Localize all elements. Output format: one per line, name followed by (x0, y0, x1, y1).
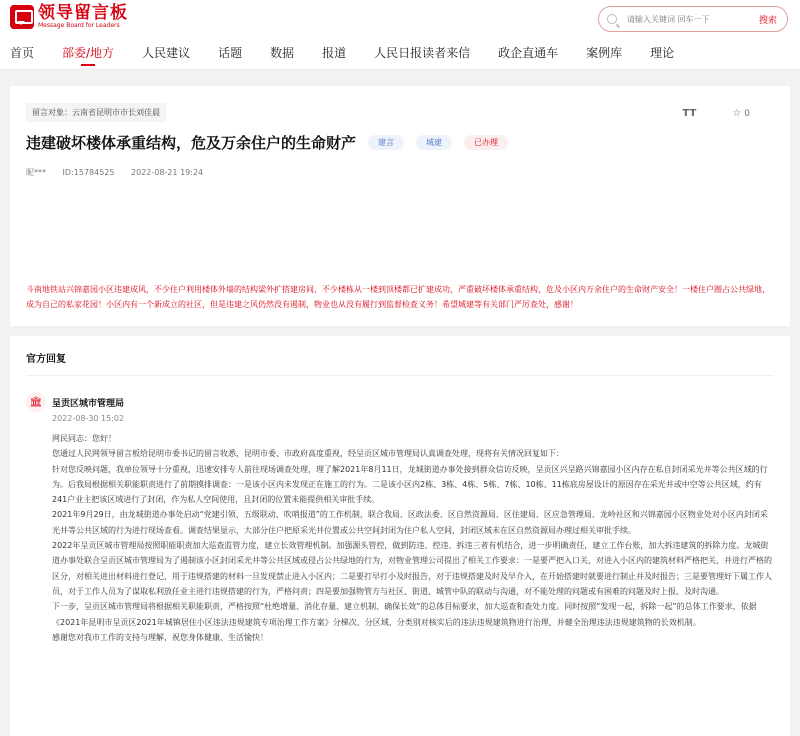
search-input[interactable] (627, 15, 747, 24)
logo-subtitle: Message Board for Leaders (38, 22, 120, 29)
message-header-card (10, 86, 790, 262)
reply-body (52, 431, 774, 645)
nav-case-library[interactable]: 案例库 (586, 45, 623, 60)
message-content: 斗南地铁站兴锦嘉园小区违建成风，不少住户利用楼体外墙的结构梁外扩搭建房间，不少楼栋从一楼到顶楼都已扩建成功，严重破坏楼体承重结构，危及小区内万余住户的生命财产安全！一楼住户圈占公共绿地，成为自己的私家花园！小区内有一个新成立的社区，但是违建之风仍然没有遏制，物业也从没有履行到监督检查义务！希望城建等有关部门严厉查处，感谢！ (10, 262, 790, 326)
star-icon[interactable]: ☆ (732, 108, 742, 119)
font-size-icon[interactable]: TT (682, 108, 697, 119)
logo-title: 领导留言板 (38, 3, 128, 23)
reply-department: 呈贡区城市管理局 (52, 398, 125, 409)
tag-suggestion[interactable]: 建言 (368, 135, 404, 150)
nav-reports[interactable]: 报道 (322, 45, 347, 60)
reply-heading: 官方回复 (26, 350, 774, 376)
reply-paragraph: 2022年呈贡区城市管理局按照职能职责加大巡查监管力度，建立长效管理机制。加强源头管控，做到防违、控违、拆违三者有机结合，进一步明确责任，建立工作台账，加大拆违建筑的拆除力度。龙城街道办事处联合呈贡区城市管理局为了遏制该小区封闭采光井等公共区域或侵占公共绿地的行为，对物业管理公司提出了相关工作要求：一是要严把入口关，对进入小区内的建筑材料严格把关，并进行严格的区分，对相关进出材料进行登记，用于违规搭建的材料一旦发现禁止进入小区内；二是要打早打小及时报告，对于违规搭建及时及早介入，在开始搭建时就要进行制止并及时报告；三是要管理好下属工作人员，对于工作人员为了谋取私利放任业主进行违规搭建的行为，严格问责；四是要加强物管方与社区、街道、城管中队的联动与沟通，对不能处理的问题或有困难的问题及时上报、及时沟通。 (52, 541, 772, 596)
like-count: 0 (744, 108, 750, 119)
author-name: 昵*** (26, 168, 46, 177)
site-logo[interactable] (10, 4, 128, 30)
nav-topics[interactable]: 话题 (218, 45, 243, 60)
message-title: 违建破坏楼体承重结构，危及万余住户的生命财产 (26, 134, 357, 152)
nav-ministries-local[interactable]: 部委/地方 (62, 36, 114, 70)
search-icon (607, 14, 617, 24)
search-button[interactable]: 搜索 (758, 15, 777, 26)
logo-icon (10, 5, 34, 29)
message-id: ID:15784525 (62, 168, 115, 177)
reply-date: 2022-08-30 15:02 (52, 414, 125, 423)
reply-paragraph: 网民同志：您好！ (52, 434, 116, 443)
nav-home[interactable]: 首页 (10, 45, 35, 60)
message-meta (26, 167, 774, 178)
message-tools (682, 108, 750, 119)
government-building-icon: 🏛 (26, 392, 46, 412)
search-box (598, 6, 788, 32)
main-nav (0, 36, 800, 70)
official-reply-card (10, 336, 790, 736)
nav-people-suggestions[interactable]: 人民建议 (142, 45, 191, 60)
top-bar (0, 0, 800, 36)
reply-paragraph: 2021年9月29日，由龙城街道办事处启动“党建引领、五级联动、吹哨报道”的工作机制，联合我局、区政法委、区自然资源局、区住建局、区应急管理局、龙岭社区和兴锦嘉园小区物业处对小区内封闭采光井等公共区域的行为进行现场查看。调查结果显示，大部分住户把原采光井位置或公共空间封闭为住户私人空间，封闭区域未在区自然资源局办理过相关审批手续。 (52, 510, 768, 535)
nav-reader-letters[interactable]: 人民日报读者来信 (374, 45, 471, 60)
nav-theory[interactable]: 理论 (650, 45, 675, 60)
reply-paragraph: 下一步，呈贡区城市管理局将根据相关职能职责，严格按照“杜绝增量、消化存量、建立机制、确保长效”的总体目标要求，加大巡查和查处力度。同时按照“发现一起，拆除一起”的总体工作要求，依据《2021年昆明市呈贡区2021年城镇居住小区违法违规建筑专项治理工作方案》分梯次、分区域、分类别对核实后的违法违规建筑物进行治理，并健全治理违法违规建筑物的长效机制。 (52, 602, 757, 627)
tag-status: 已办理 (464, 135, 508, 150)
reply-paragraph: 您通过人民网领导留言板给昆明市委书记的留言收悉，昆明市委、市政府高度重视，经呈贡区城市管理局认真调查处理，现将有关情况回复如下： (52, 449, 564, 459)
message-date: 2022-08-21 19:24 (131, 168, 204, 177)
reply-paragraph: 感谢您对我市工作的支持与理解，祝您身体健康、生活愉快！ (52, 632, 268, 642)
message-target: 留言对象：云南省昆明市市长刘佳晨 (26, 103, 166, 122)
tag-urban-construction[interactable]: 城建 (416, 135, 452, 150)
nav-gov-enterprise[interactable]: 政企直通车 (498, 45, 559, 60)
reply-paragraph: 针对您反映问题，我单位领导十分重视，迅速安排专人前往现场调查处理，理了解2021年8月11日，龙城街道办事处接到群众信访反映，呈贡区兴呈路兴锦嘉园小区内存在私自封闭采光井等公共区域的行为。后我局根据相关职能职责进行了前期摸排调查：一是该小区内未发现正在施工的行为。二是该小区内2栋、3栋、4栋、5栋、7栋、10栋、11栋底房屋设计的原因存在采光井或中空等公共区域，约有241户业主把该区域进行了封闭，作为私人空间使用，且封闭的位置未能提供相关审批手续。 (52, 464, 768, 505)
nav-data[interactable]: 数据 (270, 45, 295, 60)
